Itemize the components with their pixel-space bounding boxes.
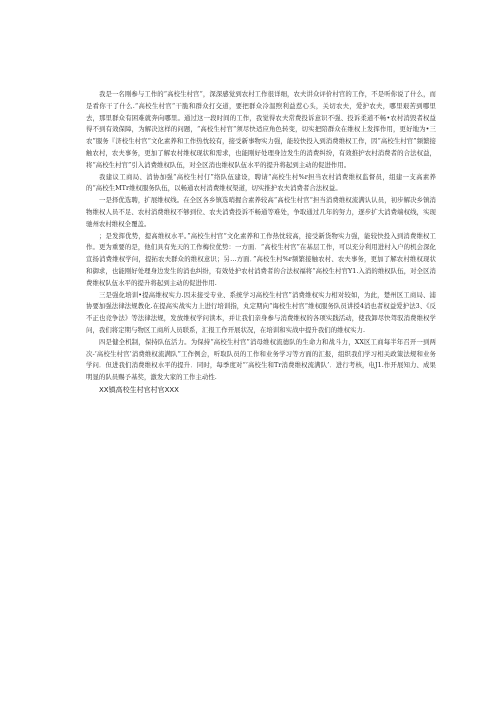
signature: XX镇高校生村官村官XXX [99, 385, 179, 394]
paragraph-intro: 我是一名刚参与工作的“高校生村官“，深深感觉到农村工作很详细，农夫讲众评价村官的工作，不是听你说了什么，而是看你干了什么.“高校生村官“干脆和群众打交道，要把群众冷温煦利益惹心头，关切农夫，爱护农夫，哪里艰苦到哪里去，那里群众有困难就奔向哪里。通过这一段时间的工作，我觉得农夫常费投诉意识不强、投诉柔道不畅•农村消毁者权益得不到有效保障，为解决这样的问题，“高校生村官“须尽快适应角色转变，切实把陪群众在维权上发挥作用，更好地为•三农”服务『济校生村官“文化素养和工作热忱较有，接受新事物实力强，能较快投入到消费维权工作，因“高校生村官”频繁接触农村，农夫事务，更加了解农村维权现状和需求，也能刚好处理身边发生的消费纠纷，有效推护农村消费者的合法权益，将“高校生村官”引入消费维权队伍，对全区消也维权队伍水平的提升将起到主动的促进作用。 [86, 90, 436, 169]
paragraph-point-four: 四是健全机制，保持队伍活力。为保持“高校生村官”消母维权流德队的生命力和战斗力，XX区工商每半年召开一到两次-’高校生村官’消费维权流满队”工作例会，听取队员的工作和业务学习等方面的汇报，组织我们学习相关政策法规和业务学问．但进我们消费维权水平的提升．同时，每季度对“’高校生和Tr消费维权流满队’．进行考核，电J1.作开展知力、成果明显的队员赐予基奖，激发大家的工作主动性. [86, 337, 436, 382]
paragraph-point-two: ；是发挥优势，提高维权水平。”高校生村官“文化素养和工作热忱较高，接受新货物实力强，能较快投入到消费维权工作。更为重要的是，他们具有先天的工作梅位优势：一方面．“高校生村官”在基层工作，可以充分利用进村入户的机会深化宣扬消费维权学问，提拓农夫群众的维权意识；另…方面．”高校生村%r频繁接触农村、农夫事务，更加了解农村维权现状和御求，也能刚好处理身边发生的消也纠纷，有效处护农村消费者的合法权福将“高校生村官Y1.入消的维权队伍，对全区消费维权队伍水平的提升将起到主动的促进作用. [86, 231, 436, 287]
paragraph-proposal: 我建议工商局、消协加强“高校生村仃”络队伍建设，聘请“高校生村%r担当农村消费维权监督员，组建一支高素养的“高校生MTr维权服务队伍，以畅通农村消费维权渠道，切实推护农夫消费者合法权益。 [86, 172, 436, 193]
paragraph-point-three: 三是强化培训•提高维权实力.因未接受专业、系统学习高校生村官”消费维权实力相对较如，为此，楚州区工商局、浦协要加强法律法规教化.在提高实战实力上进行培训指，丸定期向“诲校生村官“维权服务队员讲授4消也者权益爱护法3、《反不正也竞争法》等法律法规，发放维权学问读本，并让我们亲身参与消费维权的各项实践活动，使我卸尽快驾驭消费维权学问，我们将定期与物区工商所人员联系，汇报工作开展状况，在培训和实战中提升我们的维权实力. [86, 290, 436, 334]
paragraph-point-one: 一是择优选聘，扩展维权线。在全区各乡镇选哨握合素养较高“高校生村官“担当消费维权流满认认员，初步解决乡镇消物维权人员不足、农村消费维权不够到位、农夫消费投诉不畅通等难处，争取通过几年的努力，逐步扩大消费端权线，实现驰州农村维权全覆盖。 [86, 196, 436, 228]
document-body [86, 89, 436, 396]
